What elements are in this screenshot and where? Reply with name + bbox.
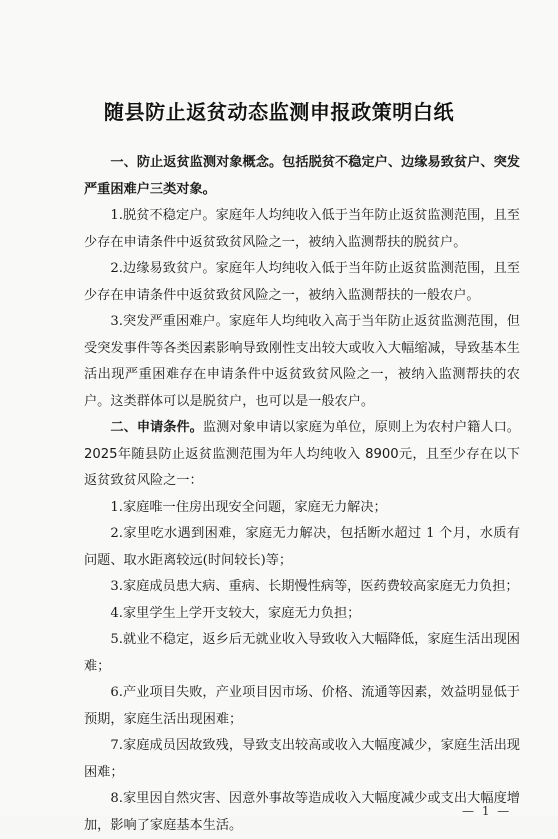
section-one-item-3: 3.突发严重困难户。家庭年人均纯收入高于当年防止返贫监测范围，但受突发事件等各类因素影响导致刚性支出较大或收入大幅缩减，导致基本生活出现严重困难存在申请条件中返贫致贫风险之一，被纳入监测帮扶的农户。这类群体可以是脱贫户，也可以是一般农户。 [84,314,520,409]
section-two-item-6: 6.产业项目失败，产业项目因市场、价格、流通等因素，效益明显低于预期，家庭生活出现困难； [84,685,520,727]
section-two-heading [84,415,520,495]
section-two-item-8: 8.家里因自然灾害、因意外事故等造成收入大幅度减少或支出大幅度增加，影响了家庭基本生活。 [84,791,520,833]
section-one-item-1: 1.脱贫不稳定户。家庭年人均纯收入低于当年防止返贫监测范围，且至少存在申请条件中返贫致贫风险之一，被纳入监测帮扶的脱贫户。 [84,208,520,250]
section-two-heading-text: 监测对象申请以家庭为单位，原则上为农村户籍人口。2025年随县防止返贫监测范围为年人均纯收入 8900元，且至少存在以下返贫致贫风险之一： [84,420,520,488]
section-one-heading: 一、防止返贫监测对象概念。包括脱贫不稳定户、边缘易致贫户、突发严重困难户三类对象。 [84,155,520,197]
section-two-heading-label: 二、申请条件。 [110,420,203,435]
section-two-item-5: 5.就业不稳定，返乡后无就业收入导致收入大幅降低，家庭生活出现困难； [84,632,520,674]
section-two-item-7: 7.家庭成员因故致残，导致支出较高或收入大幅度减少，家庭生活出现困难； [84,738,520,780]
document-body [84,150,520,839]
section-two-item-3: 3.家庭成员患大病、重病、长期慢性病等，医药费较高家庭无力负担； [110,579,519,594]
page-title: 随县防止返贫动态监测申报政策明白纸 [103,100,455,124]
section-two-item-4: 4.家里学生上学开支较大，家庭无力负担； [110,605,361,621]
section-two-item-2: 2.家里吃水遇到困难，家庭无力解决，包括断水超过 1 个月，水质有问题、取水距离较远(时间较长)等； [84,526,520,568]
section-two-item-1: 1.家庭唯一住房出现安全问题，家庭无力解决； [110,499,387,515]
page-number: — 1 — [462,804,512,818]
section-one-item-2: 2.边缘易致贫户。家庭年人均纯收入低于当年防止返贫监测范围，且至少存在申请条件中返贫致贫风险之一，被纳入监测帮扶的一般农户。 [84,261,520,303]
